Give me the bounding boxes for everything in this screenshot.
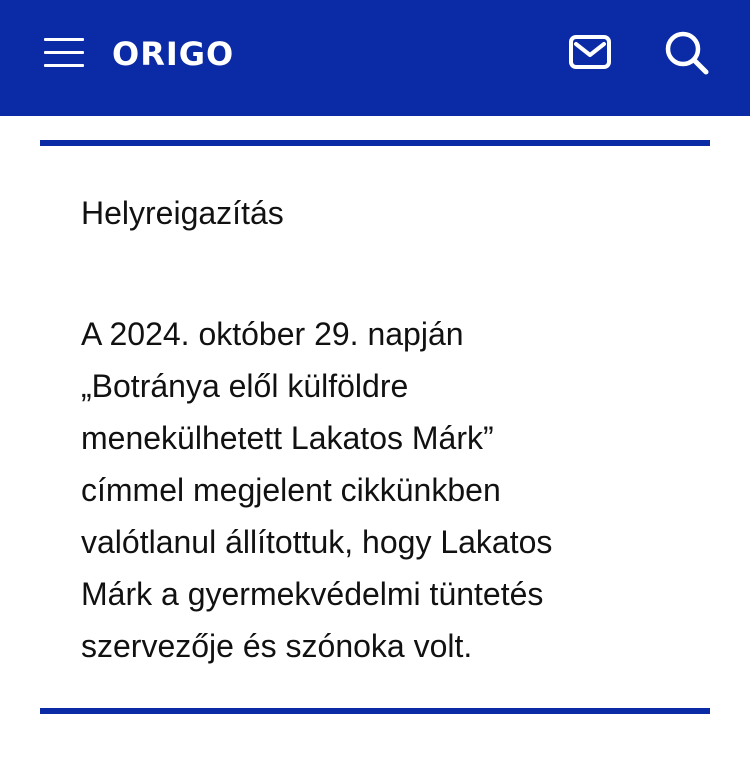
notice-line: Márk a gyermekvédelmi tüntetés	[81, 576, 544, 612]
notice-line: „Botránya elől külföldre	[81, 368, 409, 404]
mail-icon[interactable]	[568, 34, 612, 70]
menu-line	[44, 38, 84, 41]
notice-line: A 2024. október 29. napján	[81, 316, 464, 352]
notice-title: Helyreigazítás	[81, 195, 284, 231]
menu-line	[44, 64, 84, 67]
search-icon[interactable]	[664, 30, 710, 76]
top-bar	[0, 0, 750, 116]
menu-line	[44, 51, 84, 54]
notice-line: menekülhetett Lakatos Márk”	[81, 420, 494, 456]
notice-line: szervezője és szónoka volt.	[81, 628, 473, 664]
hamburger-menu-icon[interactable]	[44, 38, 84, 68]
site-logo[interactable]: ORIGO	[112, 35, 235, 73]
divider-bottom	[40, 708, 710, 714]
notice-line: valótlanul állítottuk, hogy Lakatos	[81, 524, 553, 560]
notice-line: címmel megjelent cikkünkben	[81, 472, 501, 508]
notice-body	[81, 308, 681, 672]
divider-top	[40, 140, 710, 146]
